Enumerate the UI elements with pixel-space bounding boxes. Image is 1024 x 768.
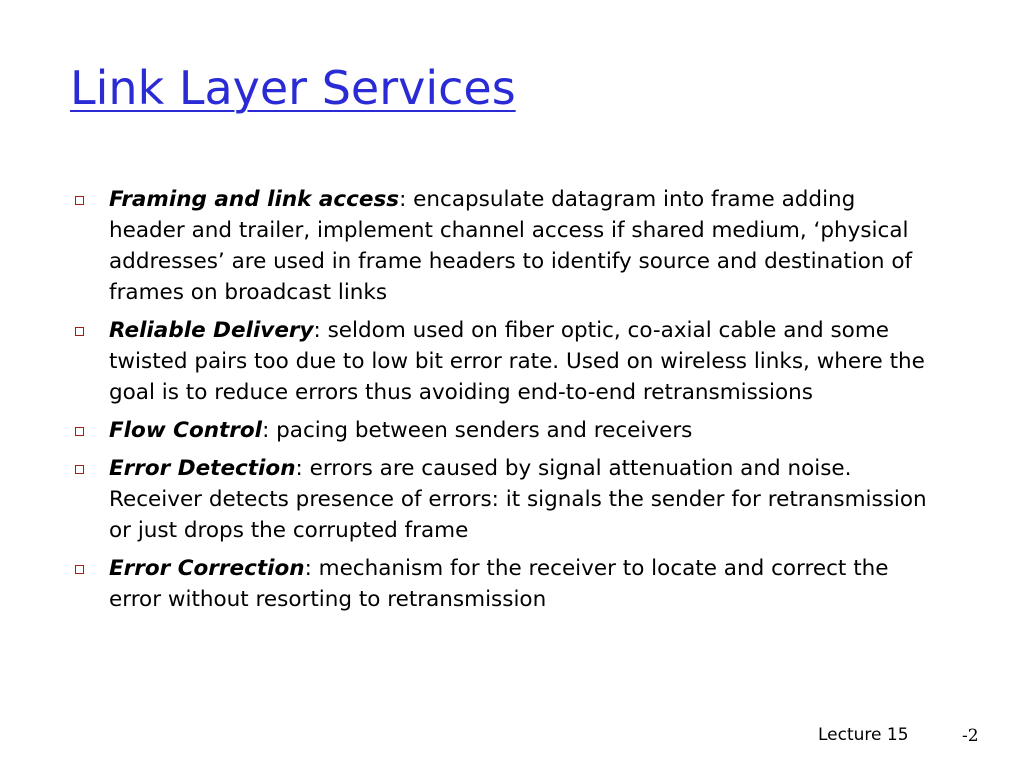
bullet-text: : encapsulate datagram into frame adding header and trailer, implement channel access if shared medium, ‘physical addresses’ are used in frame headers to identify source and destination of frames on broadcast links bbox=[109, 187, 913, 305]
bullet-text: : pacing between senders and receivers bbox=[262, 418, 693, 443]
bullet-term: Flow Control bbox=[109, 418, 263, 443]
slide-title: Link Layer Services bbox=[70, 61, 516, 115]
bullet-item-flow-control bbox=[72, 415, 932, 446]
square-bullet-icon bbox=[75, 196, 84, 205]
bullet-term: Error Detection bbox=[109, 456, 296, 481]
bullet-term: Reliable Delivery bbox=[109, 318, 314, 343]
bullet-text: : seldom used on fiber optic, co-axial cable and some twisted pairs too due to low bit error rate. Used on wireless links, where the goal is to reduce errors thus avoiding end-to-end retransmissions bbox=[109, 318, 925, 405]
bullet-text: : mechanism for the receiver to locate and correct the error without resorting to retransmission bbox=[109, 556, 889, 612]
square-bullet-icon bbox=[75, 565, 84, 574]
bullet-text: : errors are caused by signal attenuation and noise. Receiver detects presence of errors: it signals the sender for retransmission or just drops the corrupted frame bbox=[109, 456, 927, 543]
bullet-item-reliable-delivery bbox=[72, 315, 932, 408]
square-bullet-icon bbox=[75, 465, 84, 474]
bullet-item-framing bbox=[72, 184, 932, 308]
footer-page-number: -2 bbox=[962, 726, 979, 746]
square-bullet-icon bbox=[75, 427, 84, 436]
bullet-term: Error Correction bbox=[109, 556, 305, 581]
bullet-list bbox=[72, 184, 932, 622]
bullet-item-error-correction bbox=[72, 553, 932, 615]
footer-lecture-label: Lecture 15 bbox=[818, 725, 909, 745]
bullet-item-error-detection bbox=[72, 453, 932, 546]
square-bullet-icon bbox=[75, 327, 84, 336]
bullet-term: Framing and link access bbox=[109, 187, 400, 212]
